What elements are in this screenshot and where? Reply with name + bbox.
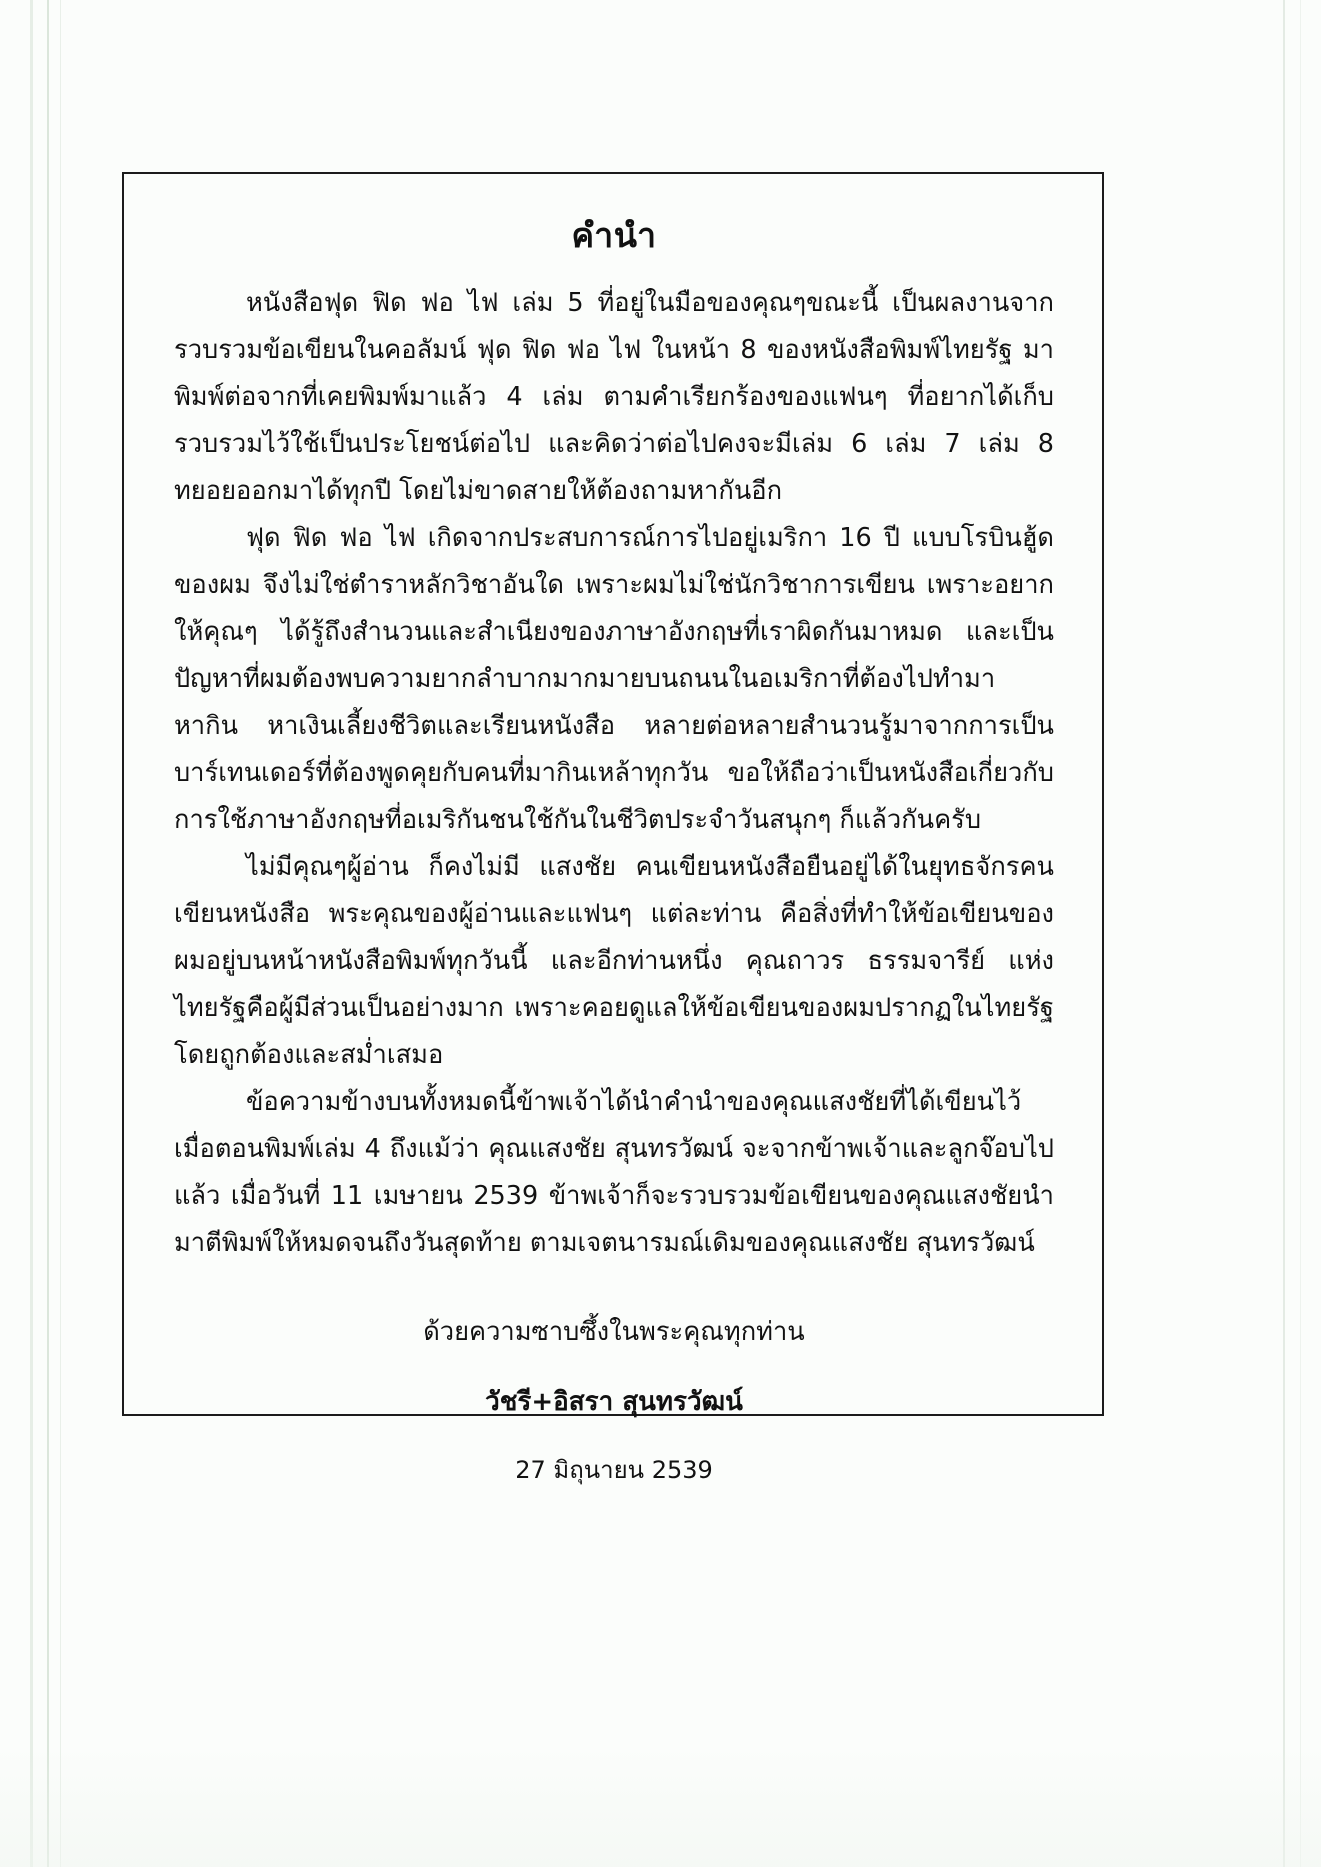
document-border-frame [122,172,1104,1484]
signature-line: วัชรี+อิสรา สุนทรวัฒน์ [485,1387,743,1417]
document-content [174,208,1054,1489]
scan-edge-streak [30,0,33,1867]
paper-bottom-shading [0,1747,1321,1867]
body-paragraph: ไม่มีคุณๆผู้อ่าน ก็คงไม่มี แสงชัย คนเขียนหนังสือยืนอยู่ได้ในยุทธจักรคนเขียนหนังสือ พระคุณของผู้อ่านและแฟนๆ แต่ละท่าน คือสิ่งที่ทำให้ข้อเขียนของผมอยู่บนหน้าหนังสือพิมพ์ทุกวันนี้ และอีกท่านหนึ่ง คุณถาวร ธรรมจารีย์ แห่งไทยรัฐคือผู้มีส่วนเป็นอย่างมาก เพราะคอยดูแลให้ข้อเขียนของผมปรากฏในไทยรัฐ โดยถูกต้องและสม่ำเสมอ [174,852,1054,1070]
body-paragraph: ฟุด ฟิด ฟอ ไฟ เกิดจากประสบการณ์การไปอยู่เมริกา 16 ปี แบบโรบินฮู้ดของผม จึงไม่ใช่ตำราหลักวิชาอันใด เพราะผมไม่ใช่นักวิชาการเขียน เพราะอยากให้คุณๆ ได้รู้ถึงสำนวนและสำเนียงของภาษาอังกฤษที่เราผิดกันมาหมด และเป็นปัญหาที่ผมต้องพบความยากลำบากมากมายบนถนนในอเมริกาที่ต้องไปทำมาหากิน หาเงินเลี้ยงชีวิตและเรียนหนังสือ หลายต่อหลายสำนวนรู้มาจากการเป็นบาร์เทนเดอร์ที่ต้องพูดคุยกับคนที่มากินเหล้าทุกวัน ขอให้ถือว่าเป็นหนังสือเกี่ยวกับการใช้ภาษาอังกฤษที่อเมริกันชนใช้กันในชีวิตประจำวันสนุกๆ ก็แล้วกันครับ [174,523,1054,835]
date-line: 27 มิถุนายน 2539 [515,1456,713,1484]
scan-edge-streak [60,0,61,1867]
closing-line: ด้วยความซาบซึ้งในพระคุณทุกท่าน [423,1317,805,1347]
scan-edge-streak [1283,0,1285,1867]
scan-edge-streak [1300,0,1301,1867]
scan-edge-streak [47,0,49,1867]
body-paragraph: ข้อความข้างบนทั้งหมดนี้ข้าพเจ้าได้นำคำนำของคุณแสงชัยที่ได้เขียนไว้เมื่อตอนพิมพ์เล่ม 4 ถึงแม้ว่า คุณแสงชัย สุนทรวัฒน์ จะจากข้าพเจ้าและลูกจ๊อบไปแล้ว เมื่อวันที่ 11 เมษายน 2539 ข้าพเจ้าก็จะรวบรวมข้อเขียนของคุณแสงชัยนำมาตีพิมพ์ให้หมดจนถึงวันสุดท้าย ตามเจตนารมณ์เดิมของคุณแสงชัย สุนทรวัฒน์ [174,1087,1054,1258]
body-paragraph: หนังสือฟุด ฟิด ฟอ ไฟ เล่ม 5 ที่อยู่ในมือของคุณๆขณะนี้ เป็นผลงานจากรวบรวมข้อเขียนในคอลัมน์ ฟุด ฟิด ฟอ ไฟ ในหน้า 8 ของหนังสือพิมพ์ไทยรัฐ มาพิมพ์ต่อจากที่เคยพิมพ์มาแล้ว 4 เล่ม ตามคำเรียกร้องของแฟนๆ ที่อยากได้เก็บรวบรวมไว้ใช้เป็นประโยชน์ต่อไป และคิดว่าต่อไปคงจะมีเล่ม 6 เล่ม 7 เล่ม 8 ทยอยออกมาได้ทุกปี โดยไม่ขาดสายให้ต้องถามหากันอีก [174,288,1054,506]
page-title: คำนำ [571,216,657,256]
